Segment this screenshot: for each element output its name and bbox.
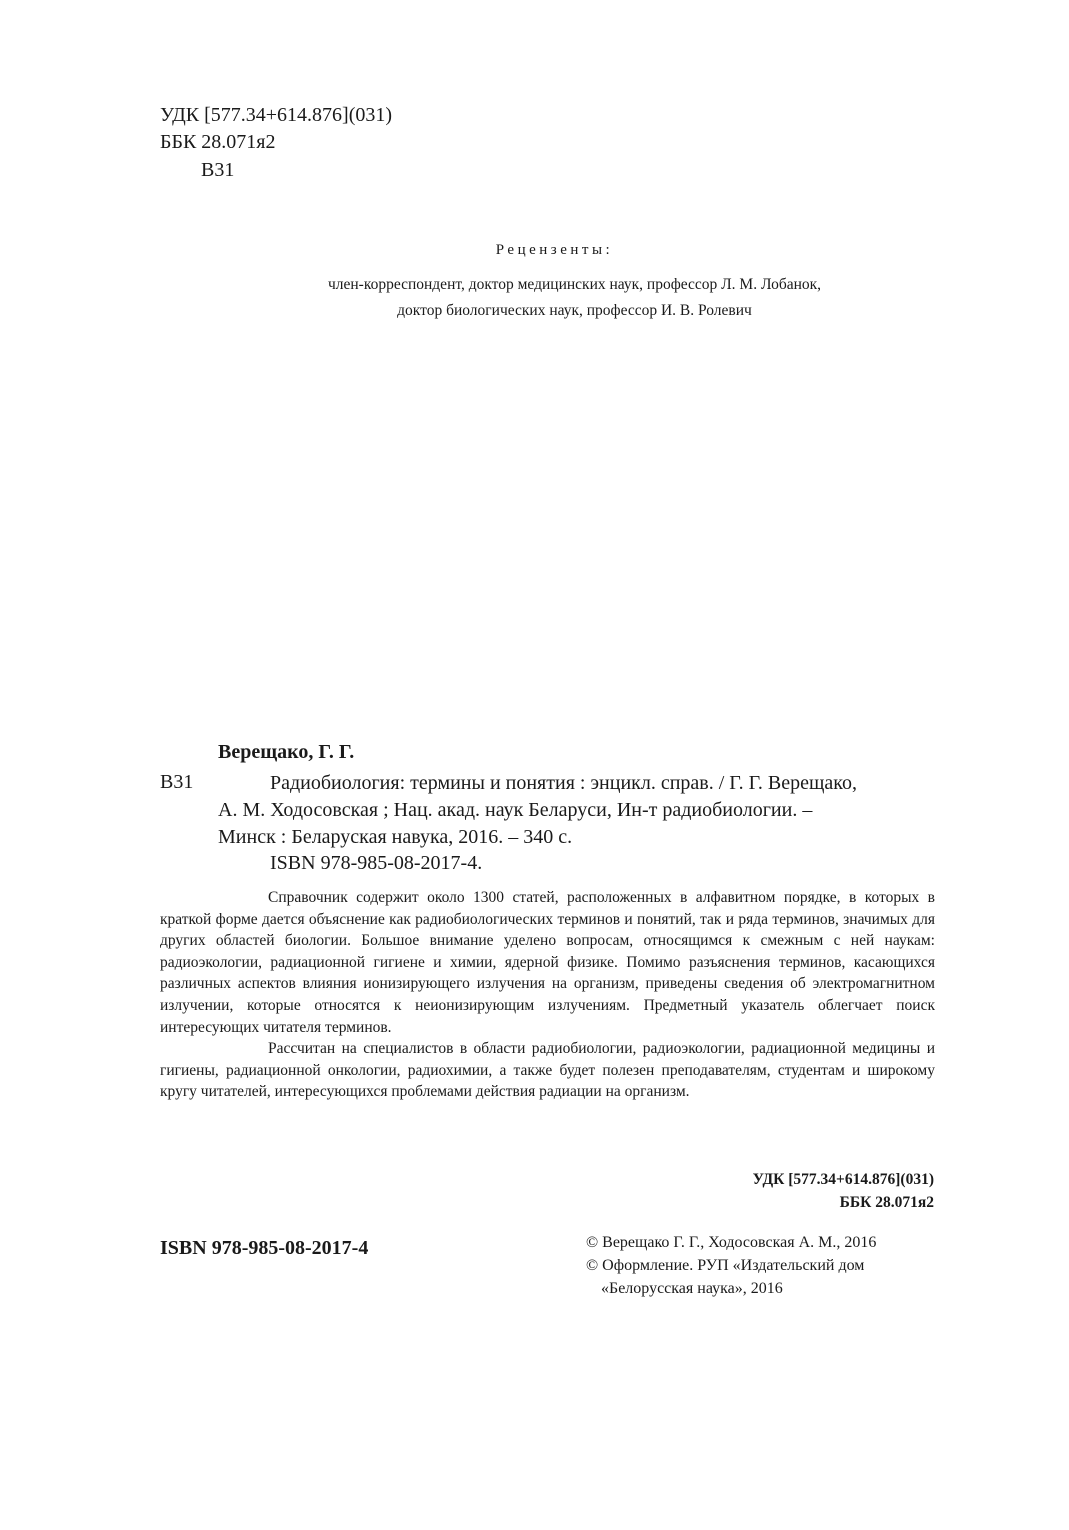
footer-udk: УДК [577.34+614.876](031) — [752, 1171, 934, 1188]
bbk-code: ББК 28.071я2 — [160, 131, 276, 153]
bib-line: А. М. Ходосовская ; Нац. акад. наук Беларуси, Ин-т радиобиологии. – — [218, 799, 813, 821]
annotation — [160, 887, 935, 1103]
reviewer-line: член-корреспондент, доктор медицинских наук, профессор Л. М. Лобанок, — [327, 276, 822, 293]
copyright-line: © Верещако Г. Г., Ходосовская А. М., 2016 — [586, 1234, 877, 1251]
reviewer-line: доктор биологических наук, профессор И. В. Ролевич — [397, 302, 752, 319]
annotation-paragraph: Справочник содержит около 1300 статей, расположенных в алфавитном порядке, в которых в краткой форме дается объяснение как радиобиологических терминов и понятий, так и ряда терминов, значимых для других областей биологии. Большое внимание уделено вопросам, относящимся к смежным с ней наукам: радиоэкологии, радиационной гигиене и химии, ядерной физике. Помимо разъяснения терминов, касающихся различных аспектов влияния ионизирующего излучения на организм, приведены сведения об электромагнитном излучении, которые относятся к неионизирующим излучениям. Предметный указатель облегчает поиск интересующих читателя терминов. — [160, 889, 935, 1036]
bib-line: Минск : Беларуская навука, 2016. – 340 с. — [218, 826, 573, 848]
footer-bbk: ББК 28.071я2 — [839, 1194, 934, 1211]
annotation-paragraph: Рассчитан на специалистов в области радиобиологии, радиоэкологии, радиационной медицины и гигиены, радиационной онкологии, радиохимии, а также будет полезен преподавателям, студентам и широкому кругу читателей, интересующихся проблемами действия радиации на организм. — [160, 1040, 935, 1101]
copyright-line: «Белорусская наука», 2016 — [601, 1280, 783, 1297]
isbn: ISBN 978-985-08-2017-4 — [160, 1237, 369, 1259]
author-name: Верещако, Г. Г. — [218, 741, 355, 763]
bib-line: Радиобиология: термины и понятия : энцикл. справ. / Г. Г. Верещако, — [270, 772, 857, 794]
udk-code: УДК [577.34+614.876](031) — [160, 104, 393, 126]
author-mark: В31 — [201, 159, 235, 181]
bib-code: В31 — [160, 771, 194, 793]
bib-line: ISBN 978-985-08-2017-4. — [270, 852, 483, 874]
reviewers-heading: Рецензенты: — [495, 242, 614, 258]
copyright-line: © Оформление. РУП «Издательский дом — [586, 1257, 865, 1274]
